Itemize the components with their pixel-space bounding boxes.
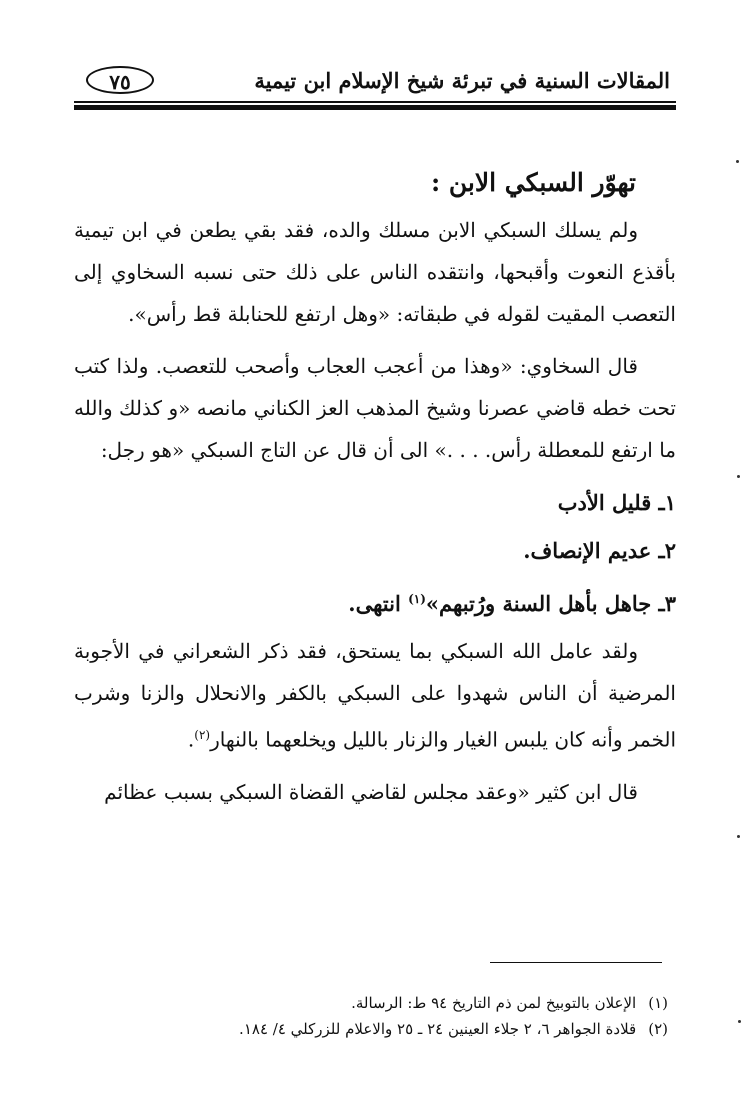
footnote-separator	[490, 962, 662, 963]
main-text	[74, 150, 676, 823]
scan-speck	[738, 1020, 741, 1023]
footnote-ref-1: (١)	[408, 592, 426, 606]
list-item-3-text: ٣ـ جاهل بأهل السنة ورُتبهم»	[425, 591, 676, 616]
paragraph-4: قال ابن كثير «وعقد مجلس لقاضي القضاة السبكي بسبب عظائم	[104, 779, 638, 804]
footnote-1	[74, 990, 668, 1016]
list-item-1: ١ـ قليل الأدب	[557, 490, 676, 515]
section-heading: تهوّر السبكي الابن :	[430, 168, 636, 197]
paragraph-3-end: .	[187, 727, 195, 752]
list-item-3	[74, 577, 676, 626]
page-header	[74, 60, 676, 110]
running-title: المقالات السنية في تبرئة شيخ الإسلام ابن تيمية	[254, 68, 670, 93]
paragraph-3-text: ولقد عامل الله السبكي بما يستحق، فقد ذكر الشعراني في الأجوبة المرضية أن الناس شهدوا على السبكي بالكفر والانحلال والزنا وشرب الخمر وأنه كان يلبس الغيار والزنار بالليل ويخلعهما بالنهار	[74, 639, 676, 752]
header-rule-thick	[74, 105, 676, 110]
list-item-3-tail: انتهى.	[348, 591, 409, 616]
footnote-1-text: الإعلان بالتوبيخ لمن ذم التاريخ ٩٤ ط: الرسالة.	[351, 994, 637, 1012]
footnote-2-text: قلادة الجواهر ٦، ٢ جلاء العينين ٢٤ ـ ٢٥ والاعلام للزركلي ٤/ ١٨٤.	[239, 1020, 637, 1038]
paragraph-3	[74, 630, 676, 761]
paragraph-2: قال السخاوي: «وهذا من أعجب العجاب وأصحب للتعصب. ولذا كتب تحت خطه قاضي عصرنا وشيخ المذهب العز الكناني مانصه «و كذلك والله ما ارتفع للمعطلة رأس. . . .» الى أن قال عن التاج السبكي «هو رجل:	[74, 354, 676, 462]
footnote-2-number: (٢)	[648, 1020, 668, 1038]
scan-speck	[737, 835, 740, 838]
page-number: ٧٥	[86, 66, 154, 94]
footnotes	[74, 990, 676, 1042]
paragraph-1: ولم يسلك السبكي الابن مسلك والده، فقد بقي يطعن في ابن تيمية بأقذع النعوت وأقبحها، وانتقده الناس على ذلك حتى نسبه السخاوي إلى التعصب المقيت لقوله في طبقاته: «وهل ارتفع للحنابلة قط رأس».	[74, 218, 676, 326]
list-item-2: ٢ـ عديم الإنصاف.	[523, 538, 676, 563]
footnote-1-number: (١)	[648, 994, 668, 1012]
footnote-2	[74, 1016, 668, 1042]
header-rule-thin	[74, 101, 676, 103]
footnote-ref-2: (٢)	[194, 728, 211, 742]
scan-speck	[737, 475, 740, 478]
scan-speck	[736, 160, 739, 163]
